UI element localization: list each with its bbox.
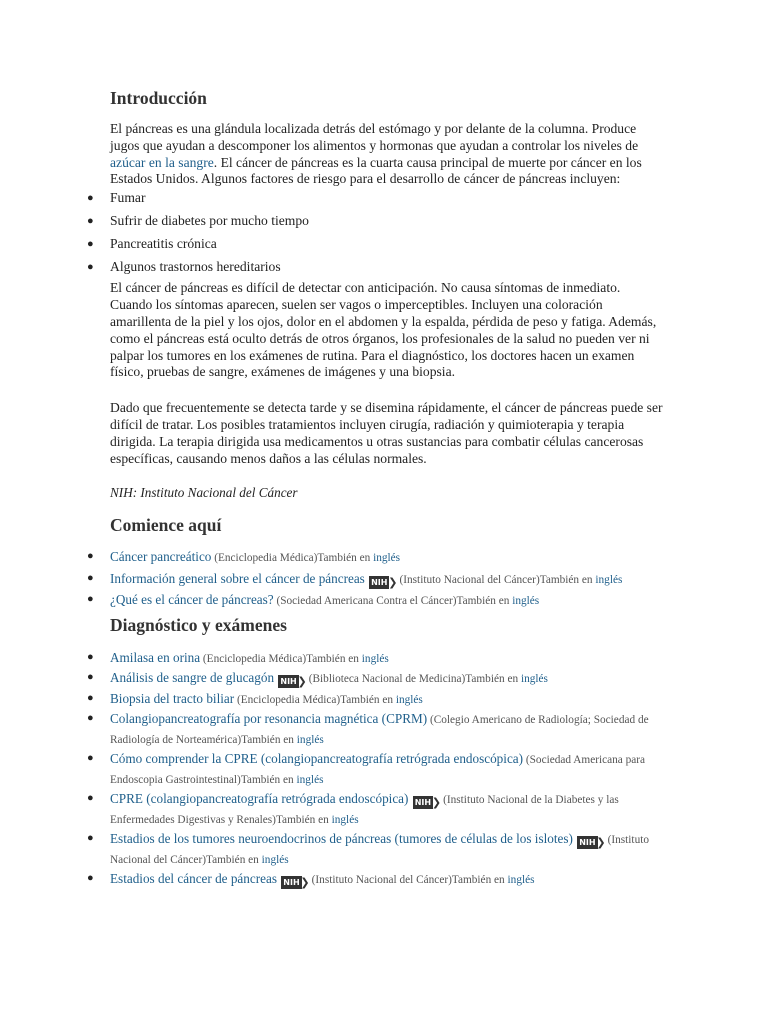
- bullet-icon: ●: [87, 832, 94, 845]
- list-item: [87, 710, 665, 749]
- nih-badge-text: NIH: [280, 677, 297, 687]
- list-item-text: Sufrir de diabetes por mucho tiempo: [110, 212, 309, 228]
- source-text: (Colegio Americano de Radiología; Sociedad de Radiología de Norteamérica)También en: [110, 714, 649, 746]
- bullet-icon: ●: [87, 691, 94, 704]
- intro-paragraph-2: El cáncer de páncreas es difícil de detectar con anticipación. No causa síntomas de inmediato. Cuando los síntomas aparecen, suelen ser vagos o imperceptibles. Incluyen una coloración amarillenta de la piel y los ojos, dolor en el abdomen y la espalda, pérdida de peso y fatiga. Además, como el páncreas está oculto detrás de otros órganos, los profesionales de la salud no pueden ver ni palpar los tumores en los exámenes de rutina. Para el diagnóstico, los doctores hacen un examen físico, pruebas de sangre, exámenes de imágenes y una biopsia.: [110, 280, 657, 380]
- source-text: (Biblioteca Nacional de Medicina)También en: [308, 673, 521, 686]
- list-item: [87, 649, 665, 669]
- link-ingles[interactable]: inglés: [520, 673, 548, 686]
- source-text: (Enciclopedia Médica)También en: [234, 693, 396, 706]
- link-que-es-el-cancer[interactable]: ¿Qué es el cáncer de páncreas?: [110, 592, 274, 608]
- source-text: (Enciclopedia Médica)También en: [200, 652, 362, 665]
- source-text: (Instituto Nacional del Cáncer)También en: [399, 573, 596, 586]
- link-biopsia[interactable]: Biopsia del tracto biliar: [110, 690, 235, 706]
- link-cprm[interactable]: Colangiopancreatografía por resonancia magnética (CPRM): [110, 711, 428, 727]
- list-item: [87, 548, 665, 568]
- heading-introduccion: Introducción: [110, 88, 207, 108]
- bullet-icon: ●: [87, 712, 94, 725]
- link-ingles[interactable]: inglés: [296, 773, 324, 786]
- bullet-icon: ●: [87, 571, 94, 584]
- nih-badge-icon: NIH ❯: [371, 575, 398, 589]
- citation: NIH: Instituto Nacional del Cáncer: [110, 485, 298, 501]
- bullet-icon: ●: [87, 792, 94, 805]
- list-item: [87, 212, 665, 230]
- heading-comience-aqui: Comience aquí: [110, 515, 222, 536]
- source-text: (Sociedad Americana para Endoscopia Gastrointestinal)También en: [110, 754, 646, 786]
- diagnosis-links-list: [87, 649, 665, 890]
- link-ingles[interactable]: inglés: [395, 693, 423, 706]
- list-item: [87, 690, 665, 710]
- intro-paragraph-3: Dado que frecuentemente se detecta tarde y se disemina rápidamente, el cáncer de páncreas puede ser difícil de tratar. Los posibles tratamientos incluyen cirugía, radiación y quimioterapia y terapia dirigida. La terapia dirigida usa medicamentos u otras sustancias para combatir células cancerosas específicas, causando menos daños a las células normales.: [110, 400, 663, 466]
- list-item-text: Pancreatitis crónica: [110, 235, 217, 251]
- bullet-icon: ●: [87, 550, 94, 563]
- article-content: [87, 88, 665, 890]
- link-ingles[interactable]: inglés: [595, 573, 623, 586]
- source-text: (Sociedad Americana Contra el Cáncer)También en: [273, 595, 513, 608]
- link-estadios-tumores[interactable]: Estadios de los tumores neuroendocrinos de páncreas (tumores de células de los islotes): [110, 831, 573, 847]
- nih-badge-icon: NIH ❯: [280, 675, 307, 689]
- risk-factor-list: [87, 190, 665, 275]
- intro-text-b: . El cáncer de páncreas es la cuarta causa principal de muerte por cáncer en los Estados Unidos. Algunos factores de riesgo para el desarrollo de cáncer de páncreas incluyen:: [110, 154, 642, 187]
- intro-paragraph-1: [110, 121, 665, 188]
- list-item: [87, 870, 665, 890]
- bullet-icon: ●: [87, 237, 94, 250]
- list-item: [87, 669, 665, 689]
- list-item: [87, 570, 665, 590]
- list-item: [87, 750, 665, 789]
- link-ingles[interactable]: inglés: [373, 552, 401, 565]
- link-ingles[interactable]: inglés: [296, 733, 324, 746]
- source-text: (Instituto Nacional de la Diabetes y las Enfermedades Digestivas y Renales)También en: [110, 794, 619, 826]
- nih-badge-icon: NIH ❯: [414, 796, 442, 810]
- link-ingles[interactable]: inglés: [507, 874, 535, 887]
- list-item: [87, 235, 665, 253]
- link-cpre[interactable]: CPRE (colangiopancreatografía retrógrada endoscópica): [110, 791, 409, 807]
- bullet-icon: ●: [87, 260, 94, 273]
- nih-badge-text: NIH: [371, 577, 388, 587]
- list-item: [87, 258, 665, 276]
- nih-badge-text: NIH: [283, 878, 300, 888]
- link-informacion-general[interactable]: Información general sobre el cáncer de páncreas: [110, 570, 365, 586]
- bullet-icon: ●: [87, 650, 94, 663]
- nih-badge-icon: NIH ❯: [283, 876, 310, 890]
- bullet-icon: ●: [87, 214, 94, 227]
- bullet-icon: ●: [87, 752, 94, 765]
- link-ingles[interactable]: inglés: [261, 853, 289, 866]
- source-text: (Instituto Nacional del Cáncer)También en: [110, 834, 649, 866]
- bullet-icon: ●: [87, 593, 94, 606]
- link-ingles[interactable]: inglés: [331, 813, 359, 826]
- heading-diagnostico: Diagnóstico y exámenes: [110, 614, 287, 635]
- link-cancer-pancreatico[interactable]: Cáncer pancreático: [110, 549, 212, 565]
- list-item: [87, 830, 665, 869]
- link-azucar-en-la-sangre[interactable]: azúcar en la sangre: [110, 154, 214, 170]
- link-ingles[interactable]: inglés: [512, 595, 540, 608]
- bullet-icon: ●: [87, 192, 94, 205]
- start-links-list: [87, 548, 665, 611]
- link-estadios-cancer[interactable]: Estadios del cáncer de páncreas: [110, 871, 277, 887]
- nih-badge-text: NIH: [579, 838, 596, 848]
- list-item: [87, 190, 665, 207]
- list-item: [87, 790, 665, 829]
- list-item-text: Fumar: [110, 190, 146, 206]
- source-text: (Enciclopedia Médica)También en: [211, 552, 374, 565]
- bullet-icon: ●: [87, 671, 94, 684]
- bullet-icon: ●: [87, 872, 94, 885]
- link-ingles[interactable]: inglés: [361, 652, 389, 665]
- intro-text-a: El páncreas es una glándula localizada detrás del estómago y por delante de la columna. Produce jugos que ayudan a descomponer los alimentos y hormonas que ayudan a controlar los niveles de: [110, 121, 639, 153]
- link-glucagon[interactable]: Análisis de sangre de glucagón: [110, 670, 275, 686]
- link-amilasa[interactable]: Amilasa en orina: [110, 649, 201, 665]
- link-comprender-cpre[interactable]: Cómo comprender la CPRE (colangiopancreatografía retrógrada endoscópica): [110, 751, 524, 767]
- list-item-text: Algunos trastornos hereditarios: [110, 258, 281, 274]
- source-text: (Instituto Nacional del Cáncer)También en: [311, 874, 508, 887]
- nih-badge-icon: NIH ❯: [579, 836, 606, 850]
- nih-badge-text: NIH: [414, 798, 432, 808]
- list-item: [87, 591, 665, 611]
